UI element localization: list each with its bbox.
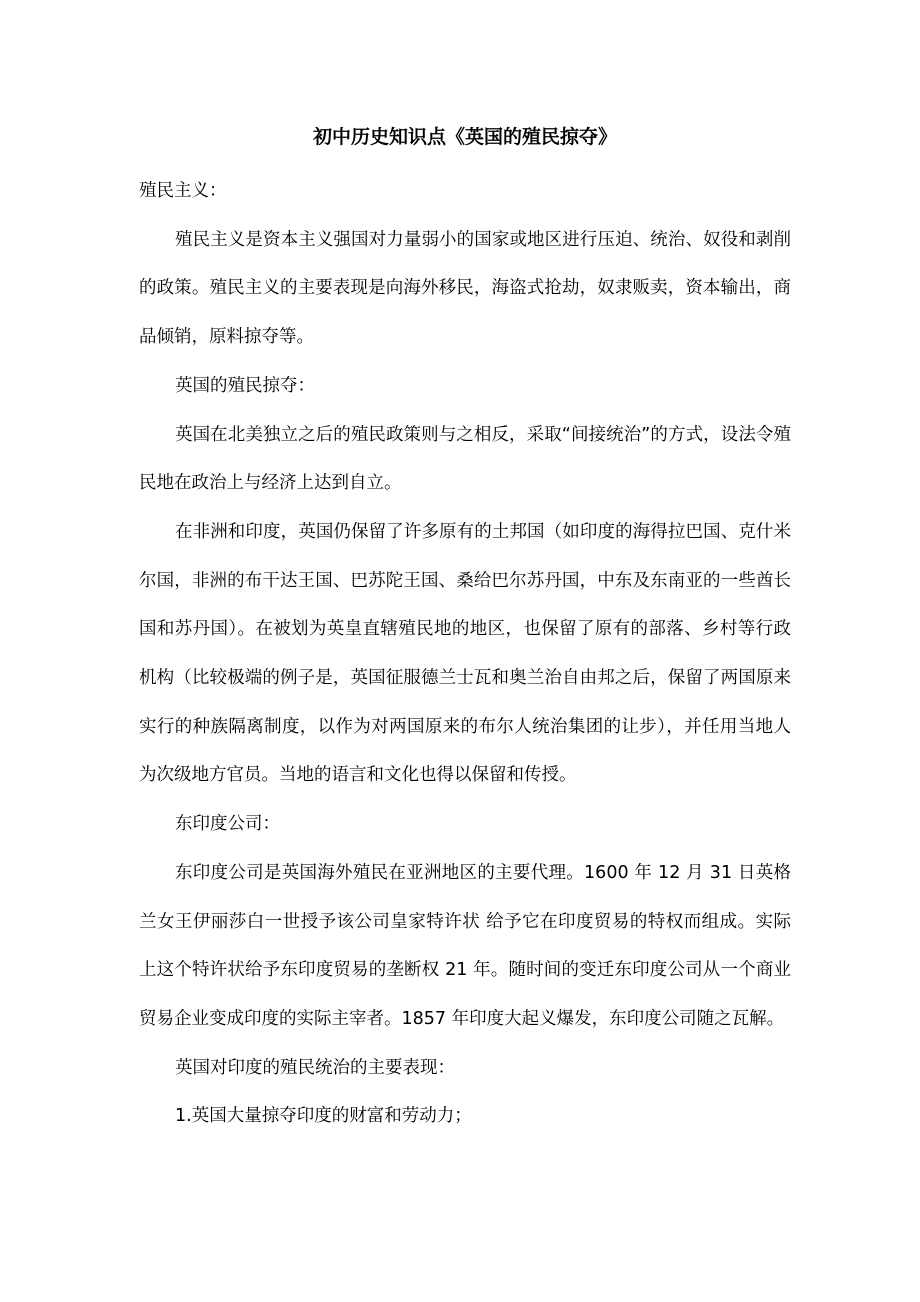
document-title: 初中历史知识点《英国的殖民掠夺》 [312,126,617,148]
section-heading-british-plunder: 英国的殖民掠夺： [175,375,315,396]
section-heading-east-india-company: 东印度公司： [175,814,280,835]
list-item-1: 1.英国大量掠夺印度的财富和劳动力； [175,1106,472,1127]
section-heading-colonialism: 殖民主义： [139,181,227,201]
paragraph-indirect-rule: 英国在北美独立之后的殖民政策则与之相反，采取“间接统治”的方式，设法令殖民地在政治上与经济上达到自立。 [139,424,791,494]
document-body [139,117,791,1141]
paragraph-africa-india: 在非洲和印度，英国仍保留了许多原有的土邦国（如印度的海得拉巴国、克什米尔国，非洲的布干达王国、巴苏陀王国、桑给巴尔苏丹国，中东及东南亚的一些酋长国和苏丹国）。在被划为英皇直辖殖民地的地区，也保留了原有的部落、乡村等行政机构（比较极端的例子是，英国征服德兰士瓦和奥兰治自由邦之后，保留了两国原来实行的种族隔离制度，以作为对两国原来的布尔人统治集团的让步），并任用当地人为次级地方官员。当地的语言和文化也得以保留和传授。 [139,521,791,786]
section-heading-india-rule: 英国对印度的殖民统治的主要表现： [175,1057,455,1078]
paragraph-east-india-company: 东印度公司是英国海外殖民在亚洲地区的主要代理。1600 年 12 月 31 日英格兰女王伊丽莎白一世授予该公司皇家特许状 给予它在印度贸易的特权而组成。实际上这个特许状给予东印度贸易的垄断权 21 年。随时间的变迁东印度公司从一个商业贸易企业变成印度的实际主宰者。1857 年印度大起义爆发，东印度公司随之瓦解。 [139,862,791,1029]
paragraph-colonialism-definition: 殖民主义是资本主义强国对力量弱小的国家或地区进行压迫、统治、奴役和剥削的政策。殖民主义的主要表现是向海外移民，海盗式抢劫，奴隶贩卖，资本输出，商品倾销，原料掠夺等。 [139,229,791,348]
